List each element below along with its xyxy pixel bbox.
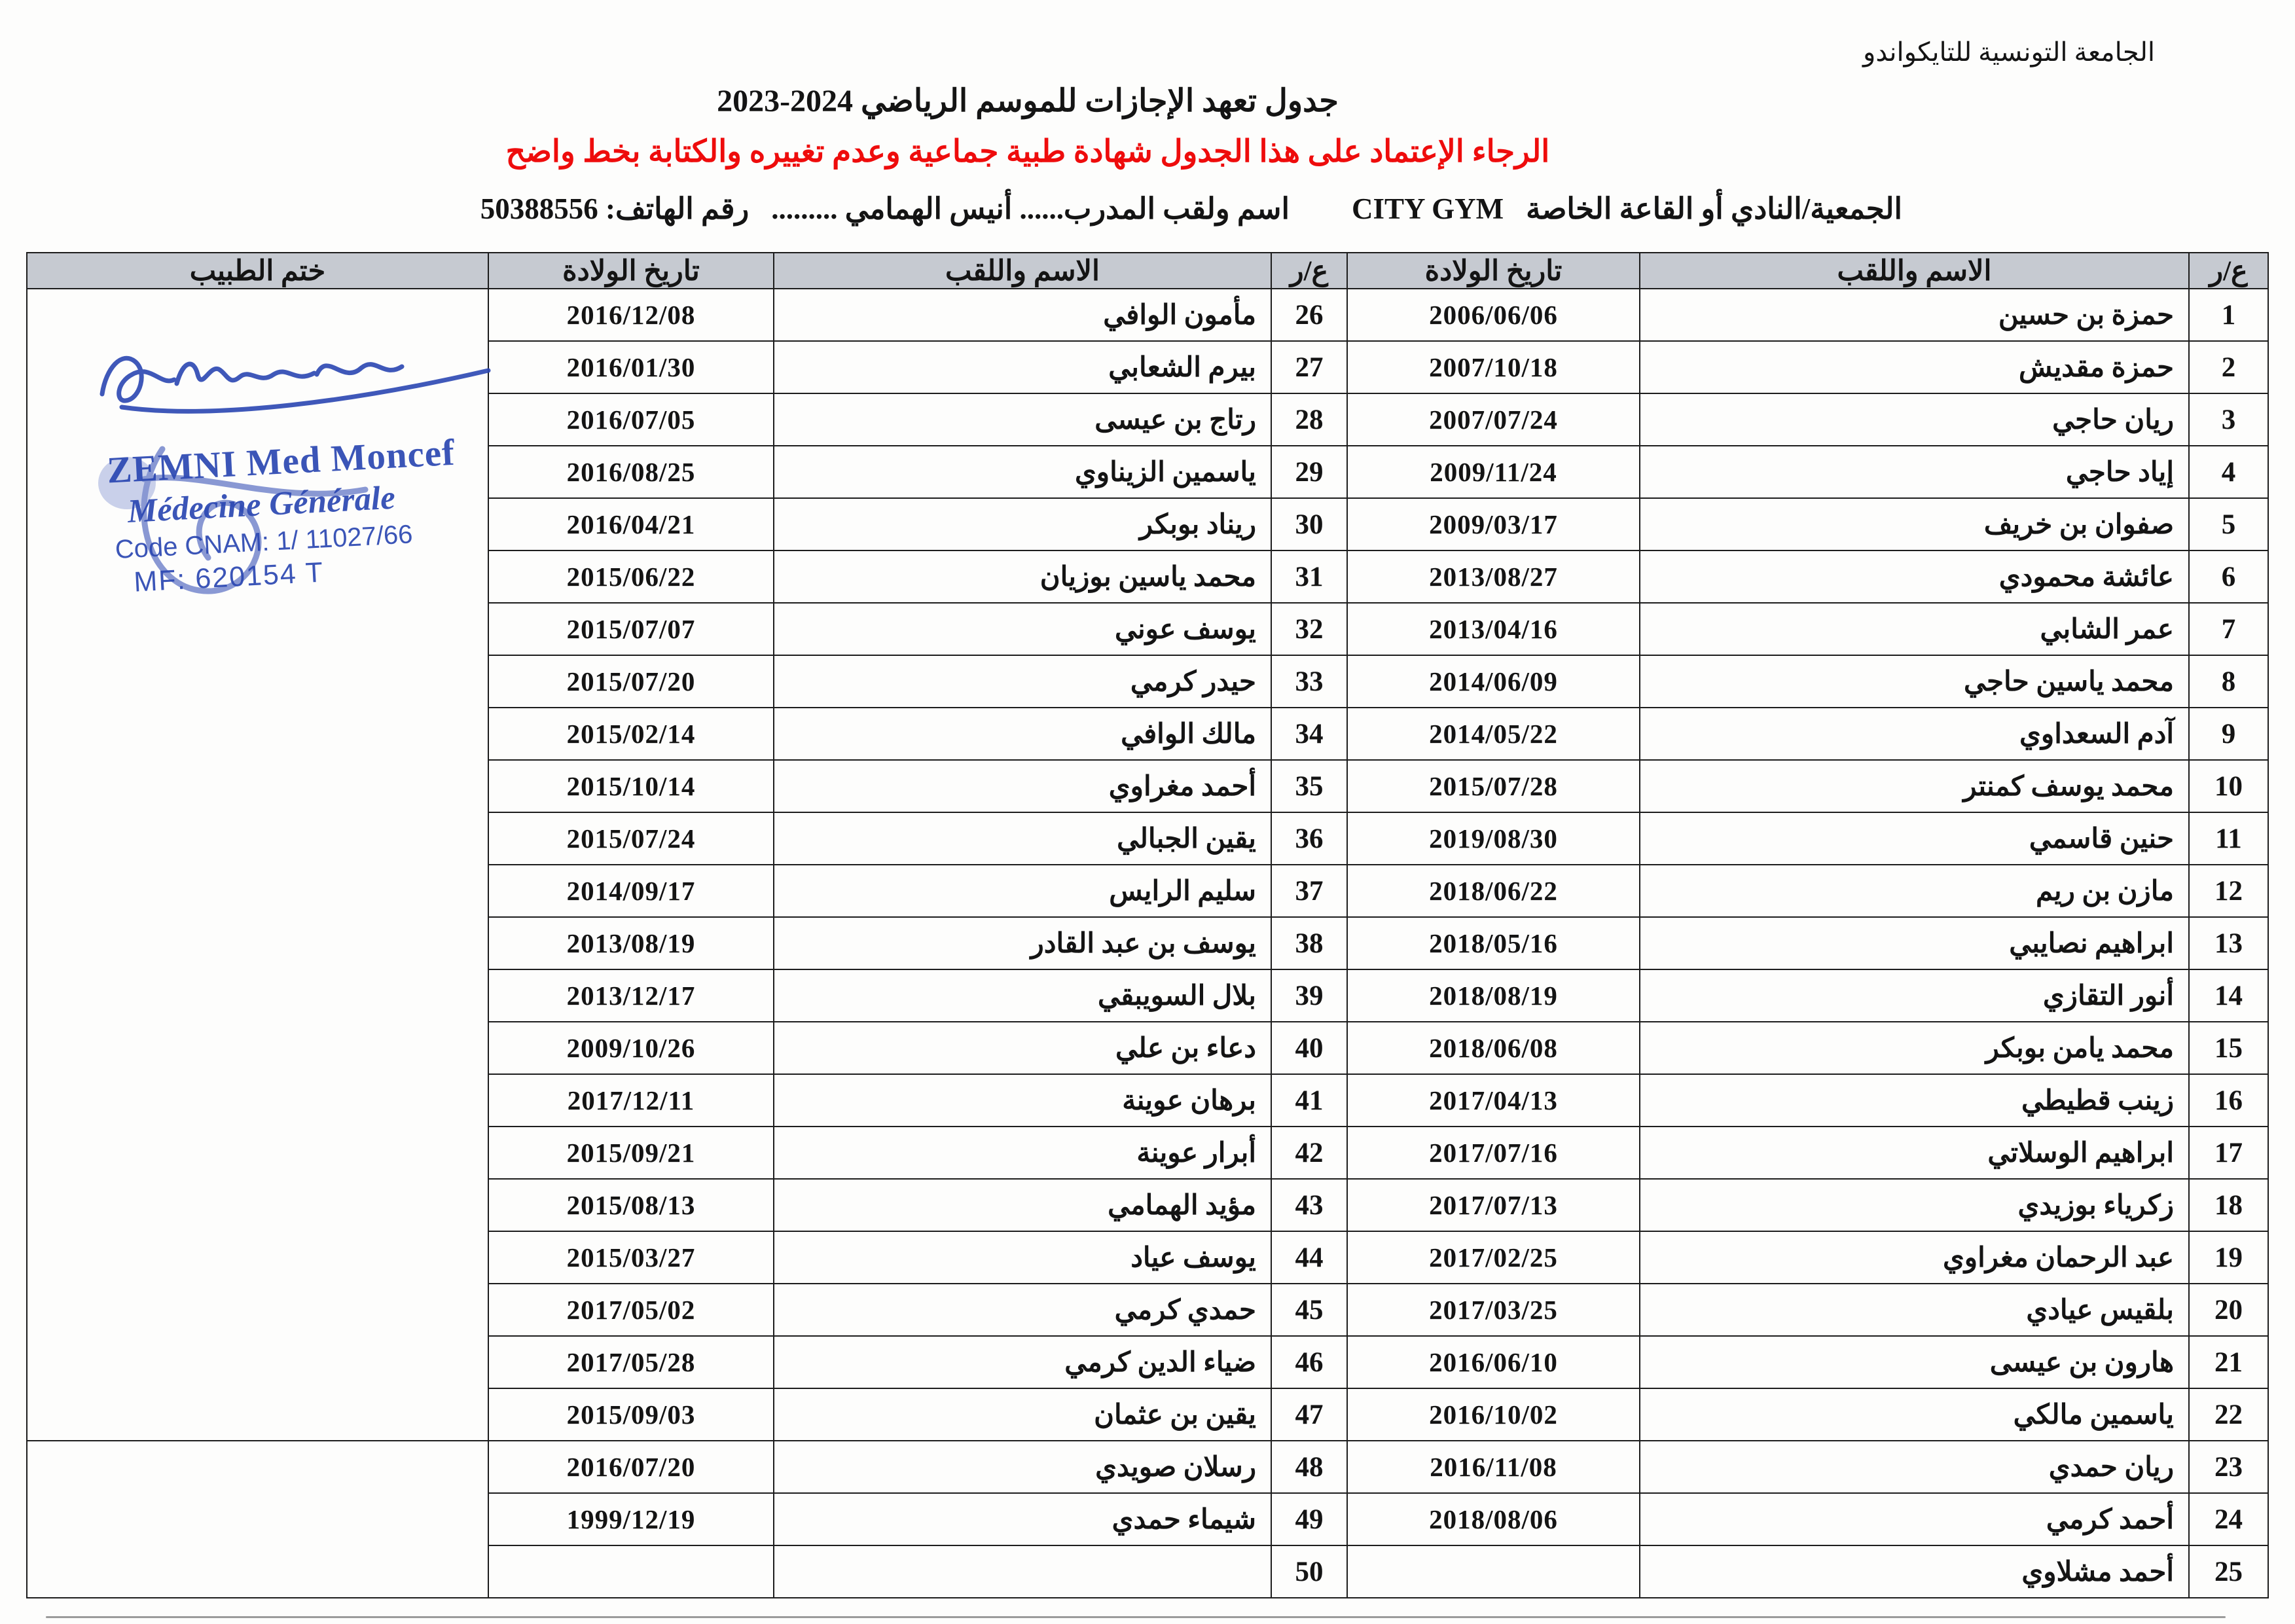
right-dob-cell: 2018/08/19	[1347, 969, 1640, 1022]
left-name-cell: يقين الجبالي	[774, 812, 1271, 865]
left-dob-cell: 2015/03/27	[488, 1231, 774, 1284]
left-dob-cell: 2015/10/14	[488, 760, 774, 812]
left-dob-cell	[488, 1545, 774, 1598]
left-num-cell: 39	[1271, 969, 1347, 1022]
right-dob-cell: 2007/07/24	[1347, 393, 1640, 446]
right-num-cell: 4	[2189, 446, 2268, 498]
coach-name-line: اسم ولقب المدرب...... أنيس الهمامي .........	[771, 192, 1290, 225]
club-label: الجمعية/النادي أو القاعة الخاصة	[1526, 192, 1902, 225]
left-name-cell: ضياء الدين كرمي	[774, 1336, 1271, 1388]
left-dob-cell: 1999/12/19	[488, 1493, 774, 1545]
left-dob-cell: 2015/08/13	[488, 1179, 774, 1231]
left-num-cell: 33	[1271, 655, 1347, 708]
left-num-cell: 30	[1271, 498, 1347, 550]
right-dob-cell: 2017/07/13	[1347, 1179, 1640, 1231]
right-name-cell: حمزة مقديش	[1640, 341, 2189, 393]
left-name-cell: حمدي كرمي	[774, 1284, 1271, 1336]
right-dob-cell: 2006/06/06	[1347, 289, 1640, 341]
right-num-cell: 19	[2189, 1231, 2268, 1284]
right-name-cell: أحمد مشلاوي	[1640, 1545, 2189, 1598]
left-name-cell: شيماء حمدي	[774, 1493, 1271, 1545]
roster-row	[27, 289, 2268, 341]
federation-name: الجامعة التونسية للتايكواندو	[1863, 37, 2155, 67]
left-num-cell: 48	[1271, 1441, 1347, 1493]
stamp-mf-code: MF: 620154 T	[133, 556, 325, 598]
club-name: CITY GYM	[1352, 192, 1504, 225]
right-dob-cell: 2013/08/27	[1347, 550, 1640, 603]
roster-header-row	[27, 253, 2268, 289]
right-name-cell: أحمد كرمي	[1640, 1493, 2189, 1545]
left-name-cell: ياسمين الزيناوي	[774, 446, 1271, 498]
right-num-cell: 20	[2189, 1284, 2268, 1336]
right-name-cell: ابراهيم نصايبي	[1640, 917, 2189, 969]
right-num-cell: 12	[2189, 865, 2268, 917]
left-num-cell: 27	[1271, 341, 1347, 393]
right-num-cell: 22	[2189, 1388, 2268, 1441]
right-dob-cell: 2014/06/09	[1347, 655, 1640, 708]
right-name-cell: عبد الرحمان مغراوي	[1640, 1231, 2189, 1284]
right-name-cell: زكرياء بوزيدي	[1640, 1179, 2189, 1231]
right-dob-cell: 2016/10/02	[1347, 1388, 1640, 1441]
header-doctor-stamp: ختم الطبيب	[27, 253, 488, 289]
left-name-cell: مؤيد الهمامي	[774, 1179, 1271, 1231]
right-num-cell: 14	[2189, 969, 2268, 1022]
left-name-cell: دعاء بن علي	[774, 1022, 1271, 1074]
right-dob-cell: 2017/02/25	[1347, 1231, 1640, 1284]
left-num-cell: 41	[1271, 1074, 1347, 1127]
left-name-cell: أحمد مغراوي	[774, 760, 1271, 812]
left-num-cell: 43	[1271, 1179, 1347, 1231]
left-num-cell: 36	[1271, 812, 1347, 865]
left-dob-cell: 2015/02/14	[488, 708, 774, 760]
right-num-cell: 8	[2189, 655, 2268, 708]
right-num-cell: 6	[2189, 550, 2268, 603]
right-name-cell: عمر الشابي	[1640, 603, 2189, 655]
right-name-cell: آدم السعداوي	[1640, 708, 2189, 760]
right-num-cell: 15	[2189, 1022, 2268, 1074]
left-num-cell: 38	[1271, 917, 1347, 969]
right-name-cell: مازن بن ريم	[1640, 865, 2189, 917]
document-warning: الرجاء الإعتماد على هذا الجدول شهادة طبية جماعية وعدم تغييره والكتابة بخط واضح	[505, 135, 1550, 169]
right-dob-cell: 2013/04/16	[1347, 603, 1640, 655]
right-dob-cell: 2017/07/16	[1347, 1127, 1640, 1179]
left-num-cell: 45	[1271, 1284, 1347, 1336]
right-name-cell: هارون بن عيسى	[1640, 1336, 2189, 1388]
left-name-cell: بلال السويبقي	[774, 969, 1271, 1022]
right-num-cell: 21	[2189, 1336, 2268, 1388]
right-num-cell: 1	[2189, 289, 2268, 341]
stamp-specialty: Médecine Générale	[126, 479, 397, 530]
left-num-cell: 46	[1271, 1336, 1347, 1388]
left-dob-cell: 2015/06/22	[488, 550, 774, 603]
right-num-cell: 24	[2189, 1493, 2268, 1545]
right-name-cell: بلقيس عيادي	[1640, 1284, 2189, 1336]
right-num-cell: 25	[2189, 1545, 2268, 1598]
left-num-cell: 49	[1271, 1493, 1347, 1545]
left-dob-cell: 2016/04/21	[488, 498, 774, 550]
left-dob-cell: 2013/12/17	[488, 969, 774, 1022]
right-name-cell: ريان حاجي	[1640, 393, 2189, 446]
right-name-cell: محمد ياسين حاجي	[1640, 655, 2189, 708]
left-dob-cell: 2015/07/07	[488, 603, 774, 655]
right-dob-cell: 2019/08/30	[1347, 812, 1640, 865]
right-name-cell: عائشة محمودي	[1640, 550, 2189, 603]
license-roster-table	[26, 252, 2269, 1598]
stamp-doctor-name: ZEMNI Med Moncef	[105, 431, 456, 492]
left-num-cell: 37	[1271, 865, 1347, 917]
left-dob-cell: 2013/08/19	[488, 917, 774, 969]
right-name-cell: صفوان بن خريف	[1640, 498, 2189, 550]
right-name-cell: ابراهيم الوسلاتي	[1640, 1127, 2189, 1179]
left-name-cell: برهان عوينة	[774, 1074, 1271, 1127]
right-dob-cell: 2018/08/06	[1347, 1493, 1640, 1545]
right-num-cell: 11	[2189, 812, 2268, 865]
left-dob-cell: 2017/05/02	[488, 1284, 774, 1336]
left-name-cell: مالك الوافي	[774, 708, 1271, 760]
left-name-cell: سليم الرايس	[774, 865, 1271, 917]
left-dob-cell: 2016/07/20	[488, 1441, 774, 1493]
right-num-cell: 18	[2189, 1179, 2268, 1231]
phone-line: رقم الهاتف: 50388556	[480, 192, 750, 225]
left-name-cell: يقين بن عثمان	[774, 1388, 1271, 1441]
right-name-cell: ياسمين مالكي	[1640, 1388, 2189, 1441]
left-num-cell: 47	[1271, 1388, 1347, 1441]
right-dob-cell: 2017/04/13	[1347, 1074, 1640, 1127]
left-name-cell: رتاج بن عيسى	[774, 393, 1271, 446]
right-name-cell: حنين قاسمي	[1640, 812, 2189, 865]
right-dob-cell: 2009/11/24	[1347, 446, 1640, 498]
right-name-cell: محمد يوسف كمنتر	[1640, 760, 2189, 812]
right-name-cell: ريان حمدي	[1640, 1441, 2189, 1493]
left-name-cell: رسلان صويدي	[774, 1441, 1271, 1493]
header-num-left: ع/ر	[1271, 253, 1347, 289]
stamp-cnam-code: Code CNAM: 1/ 11027/66	[114, 520, 414, 565]
right-dob-cell: 2014/05/22	[1347, 708, 1640, 760]
doctor-stamp-cell-bottom	[27, 1441, 488, 1598]
left-name-cell: مأمون الوافي	[774, 289, 1271, 341]
left-name-cell: يوسف بن عبد القادر	[774, 917, 1271, 969]
right-dob-cell	[1347, 1545, 1640, 1598]
right-num-cell: 7	[2189, 603, 2268, 655]
left-name-cell: يوسف عوني	[774, 603, 1271, 655]
left-dob-cell: 2016/12/08	[488, 289, 774, 341]
header-dob-right: تاريخ الولادة	[1347, 253, 1640, 289]
left-num-cell: 50	[1271, 1545, 1347, 1598]
right-num-cell: 17	[2189, 1127, 2268, 1179]
right-num-cell: 5	[2189, 498, 2268, 550]
right-num-cell: 9	[2189, 708, 2268, 760]
right-dob-cell: 2018/06/22	[1347, 865, 1640, 917]
club-info-line	[458, 191, 1902, 226]
right-dob-cell: 2017/03/25	[1347, 1284, 1640, 1336]
right-num-cell: 23	[2189, 1441, 2268, 1493]
header-name-right: الاسم واللقب	[1640, 253, 2189, 289]
left-num-cell: 40	[1271, 1022, 1347, 1074]
right-dob-cell: 2007/10/18	[1347, 341, 1640, 393]
left-num-cell: 35	[1271, 760, 1347, 812]
left-name-cell: أبرار عوينة	[774, 1127, 1271, 1179]
left-dob-cell: 2015/07/24	[488, 812, 774, 865]
left-name-cell: حيدر كرمي	[774, 655, 1271, 708]
left-num-cell: 29	[1271, 446, 1347, 498]
left-dob-cell: 2017/05/28	[488, 1336, 774, 1388]
right-dob-cell: 2018/06/08	[1347, 1022, 1640, 1074]
left-num-cell: 32	[1271, 603, 1347, 655]
document-title: جدول تعهد الإجازات للموسم الرياضي 2024-2023	[717, 84, 1339, 118]
roster-row	[27, 1441, 2268, 1493]
left-name-cell: بيرم الشعابي	[774, 341, 1271, 393]
left-dob-cell: 2016/07/05	[488, 393, 774, 446]
left-name-cell: ريناد بوبكر	[774, 498, 1271, 550]
left-name-cell: محمد ياسين بوزيان	[774, 550, 1271, 603]
right-name-cell: أنور التقازي	[1640, 969, 2189, 1022]
right-dob-cell: 2016/06/10	[1347, 1336, 1640, 1388]
left-dob-cell: 2017/12/11	[488, 1074, 774, 1127]
header-dob-left: تاريخ الولادة	[488, 253, 774, 289]
right-name-cell: إياد حاجي	[1640, 446, 2189, 498]
left-num-cell: 44	[1271, 1231, 1347, 1284]
right-num-cell: 16	[2189, 1074, 2268, 1127]
left-dob-cell: 2016/08/25	[488, 446, 774, 498]
left-dob-cell: 2009/10/26	[488, 1022, 774, 1074]
left-name-cell: يوسف عياد	[774, 1231, 1271, 1284]
right-num-cell: 13	[2189, 917, 2268, 969]
doctor-stamp-cell	[27, 289, 488, 1441]
right-num-cell: 3	[2189, 393, 2268, 446]
right-name-cell: زينب قطيطي	[1640, 1074, 2189, 1127]
right-name-cell: حمزة بن حسين	[1640, 289, 2189, 341]
left-dob-cell: 2015/07/20	[488, 655, 774, 708]
left-dob-cell: 2015/09/21	[488, 1127, 774, 1179]
right-dob-cell: 2018/05/16	[1347, 917, 1640, 969]
header-num-right: ع/ر	[2189, 253, 2268, 289]
left-num-cell: 42	[1271, 1127, 1347, 1179]
right-dob-cell: 2015/07/28	[1347, 760, 1640, 812]
right-num-cell: 2	[2189, 341, 2268, 393]
left-num-cell: 34	[1271, 708, 1347, 760]
scan-artifact-line	[46, 1616, 2226, 1618]
right-name-cell: محمد يامن بوبكر	[1640, 1022, 2189, 1074]
left-dob-cell: 2016/01/30	[488, 341, 774, 393]
left-dob-cell: 2015/09/03	[488, 1388, 774, 1441]
left-name-cell	[774, 1545, 1271, 1598]
left-num-cell: 26	[1271, 289, 1347, 341]
header-name-left: الاسم واللقب	[774, 253, 1271, 289]
right-num-cell: 10	[2189, 760, 2268, 812]
right-dob-cell: 2016/11/08	[1347, 1441, 1640, 1493]
right-dob-cell: 2009/03/17	[1347, 498, 1640, 550]
left-dob-cell: 2014/09/17	[488, 865, 774, 917]
left-num-cell: 31	[1271, 550, 1347, 603]
left-num-cell: 28	[1271, 393, 1347, 446]
